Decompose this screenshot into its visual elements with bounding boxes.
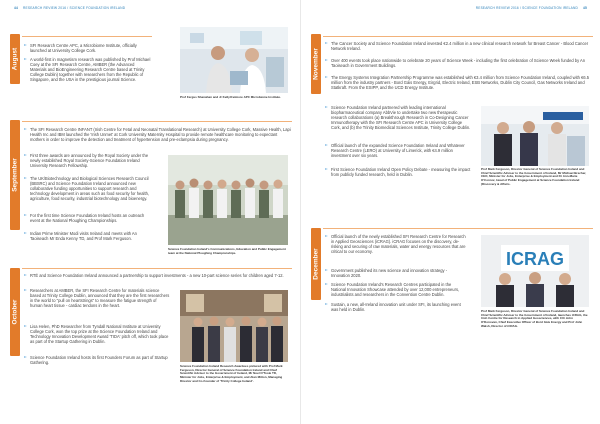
right-page-number: 45 xyxy=(583,6,587,10)
december-item-3: Science Foundation Ireland's Research Centres participated in the National Innovation Showcase attended by over 12,000 entrepreneurs, industrialists and researchers in the Convention Centre Dublin. xyxy=(331,282,466,297)
bullet-icon xyxy=(24,289,27,291)
month-tab-october xyxy=(10,268,20,356)
september-item-3: The UK/Biotechnology and Biological Sciences Research Council (BBSRC) and Science Foundation Ireland announced new collaborative funding opportunities to support research and technology development in areas such as food security for health, agriculture, food security, industrial biotechnology and bioenergy. xyxy=(30,176,150,201)
bullet-icon xyxy=(24,44,27,46)
bullet-icon xyxy=(325,59,328,61)
left-page-number: 44 xyxy=(14,6,18,10)
october-item-1: RTÉ and Science Foundation Ireland announced a partnership to support investments - a new 10-part science series for children aged 7-12. xyxy=(30,273,292,278)
bullet-icon xyxy=(24,356,27,358)
august-item-1: SFI Research Centre APC, a Microbiome Institute, officially launched at University College Cork. xyxy=(30,43,151,53)
bullet-icon xyxy=(24,214,27,216)
bullet-icon xyxy=(325,303,328,305)
october-item-3: Lisa Helen, PhD Researcher from Tyndall National Institute at University College Cork, won the top prize at the Science Foundation Ireland and Technology Innovation Development Award 'TIDA' pitch off, which took place as part of the Startup Gathering in Dublin. xyxy=(30,324,170,344)
december-photo-caption: Prof Mark Ferguson, Director General of Science Foundation Ireland and Chief Scientific Adviser to the Government of Ireland, launches iCRAG, the Irish Centre for Research in Applied Geosciences, with Cllr John O'Donovan, Chief Executive Officer of Bord Gáis Energy and Prof John Walsh, Director of iCRAG. xyxy=(481,309,588,328)
august-divider xyxy=(22,36,152,37)
bullet-icon xyxy=(24,177,27,179)
december-item-1: Official launch of the newly established SFI Research Centre for Research in Applied Geosciences (iCRAG). iCRAG focuses on the discovery, de-risking and securing of raw materials, water and energy resources that are critical to our economy. xyxy=(331,234,466,254)
month-tab-august xyxy=(10,34,20,84)
month-tab-november xyxy=(311,34,321,94)
bullet-icon xyxy=(325,42,328,44)
september-item-4: For the first time Science Foundation Ireland hosts an outreach event at the National Ploughing Championships. xyxy=(30,213,150,223)
bullet-icon xyxy=(325,106,328,108)
november-photo-caption: Prof Mark Ferguson, Director General of Science Foundation Ireland and Chief Scientific Adviser to the Government of Ireland, Mr Michael Brecher, CEO, Minister for Jobs, Enterprise & Employment and Dr Ann-Marie O'Connor, Head of Public Engagement at Science Foundation Ireland (Discovery & Affairs. xyxy=(481,167,587,186)
month-label-november: November xyxy=(312,48,320,80)
september-photo-caption: Science Foundation Ireland's Communications, Education and Public Engagement team at the National Ploughing Championships. xyxy=(168,247,286,255)
bullet-icon xyxy=(24,128,27,130)
bullet-icon xyxy=(24,154,27,156)
bullet-icon xyxy=(325,76,328,78)
bullet-icon xyxy=(24,274,27,276)
bullet-icon xyxy=(24,58,27,60)
august-photo xyxy=(180,27,288,93)
left-page-header xyxy=(14,6,125,10)
month-tab-september xyxy=(10,120,20,230)
december-item-4: Sustain, a new, all-Ireland innovation unit under SFI, its launching event was held in Dublin. xyxy=(331,302,466,312)
september-photo xyxy=(168,155,288,245)
month-label-august: August xyxy=(11,47,19,71)
bullet-icon xyxy=(325,269,328,271)
december-item-2: Government published its new science and innovation strategy - Innovation 2020. xyxy=(331,268,466,278)
november-item-6: First Science Foundation Ireland Open Policy Debate - measuring the impact from publicly funded research, held in Dublin. xyxy=(331,167,471,177)
september-item-2: First three awards are announced by the Royal Society under the newly established Royal Society-Science Foundation Ireland University Research Fellowship. xyxy=(30,153,150,168)
november-item-2: Over 400 events took place nationwide to celebrate 20 years of Science Week - including the first celebration of Science Week funded by An Taoiseach in Government Buildings. xyxy=(331,58,593,68)
november-item-1: The Cancer Society and Science Foundation Ireland invested €2.4 million in a new clinical research network for Breast Cancer - Blood Cancer Network Ireland. xyxy=(331,41,593,51)
right-page xyxy=(300,0,600,424)
month-label-october: October xyxy=(11,299,19,325)
bullet-icon xyxy=(325,283,328,285)
november-item-3: The Energy Systems Integration Partnership Programme was established with €3.4 million from Science Foundation Ireland, coupled with €6.5 million from the industry partners - Bord Gáis Energy, Eirgrid, Electric Ireland, ESB Networks, Dublin City Council, Gas Networks Ireland and Statkraft. From the ESIPP, and the UCD Energy Institute. xyxy=(331,75,593,90)
october-item-4: Science Foundation Ireland hosts its first Founders Forum as part of Startup Gathering. xyxy=(30,355,170,365)
september-divider xyxy=(22,121,292,122)
october-photo-caption: Science Foundation Ireland Research Awardees pictured with Prof Mark Ferguson, Director General of Science Foundation Ireland and Chief Scientific Adviser to the Government of Ireland, Mr Noel O'Toole TD, Minister for Jobs, Enterprise & Employment, and Alan Mitton, Managing Director and Co-Founder of 'Trinity College Ireland'. xyxy=(180,364,283,383)
left-header-title: RESEARCH REVIEW 2016 / SCIENCE FOUNDATION IRELAND xyxy=(23,6,126,10)
month-tab-december xyxy=(311,228,321,300)
october-photo xyxy=(180,290,288,362)
month-label-december: December xyxy=(312,248,320,280)
right-page-header xyxy=(476,6,587,10)
bullet-icon xyxy=(24,232,27,234)
bullet-icon xyxy=(325,144,328,146)
november-item-4: Science Foundation Ireland partnered with leading international biopharmaceutical company AbbVie to undertake two new therapeutic research collaborations (a) Breakthrough Research in Co-Designing Cancer Immunotherapy with the SFI Research Centre APC in University College Cork, and (b) the Trinity Biomedical Sciences Institute, Trinity College Dublin. xyxy=(331,105,471,130)
october-item-2: Researchers at AMBER, the SFI Research Centre for materials science based at Trinity College Dublin, announced that they are the first researchers in the world to "pull on heartstrings" to measure the fatigue strength of human heart tissue - cardiac tendons in the heart. xyxy=(30,288,170,308)
month-label-september: September xyxy=(11,158,19,192)
icrag-logo: ICRAG xyxy=(506,249,564,269)
november-item-5: Official launch of the expanded Science Foundation Ireland and Whatever Research Centre (LERO) at University of Limerick, with €4.9 million investment over six years. xyxy=(331,143,471,158)
september-item-5: Indian Prime Minister Modi visits Ireland and meets with An Taoiseach Mr Enda Kenny TD, and Prof Mark Ferguson. xyxy=(30,231,150,241)
october-divider xyxy=(22,268,292,269)
november-photo xyxy=(481,106,589,166)
bullet-icon xyxy=(325,168,328,170)
november-divider xyxy=(323,36,593,37)
right-header-title: RESEARCH REVIEW 2016 / SCIENCE FOUNDATION IRELAND xyxy=(475,6,578,10)
bullet-icon xyxy=(325,235,328,237)
september-item-1: The SFI Research Centre INFANT (Irish Centre for Fetal and Neonatal Translational Research) at University College Cork, Massive Health, Lapi Health Inc and IBM launched the 'Irish Unmet' at Cork University Maternity Hospital to provide remote healthcare monitoring to expectant mothers in order to improve the detection and treatment of hypertension and pre-eclampsia during pregnancy. xyxy=(30,127,292,142)
august-item-2: A world-first in magnetism research was published by Prof Michael Coey at the SFI Research Centre, AMBER (the Advanced Materials and BioEngineering Research Centre based at Trinity College Dublin) together with researchers from the Republic of Singapore, and the USA in the prestigious journal Science. xyxy=(30,57,151,82)
august-photo-caption: Prof Fergus Shanahan and Jr Kelly/Cetmore APC Microbiome Institute. xyxy=(180,95,281,99)
december-photo xyxy=(481,235,589,307)
bullet-icon xyxy=(24,325,27,327)
december-divider xyxy=(323,228,593,229)
